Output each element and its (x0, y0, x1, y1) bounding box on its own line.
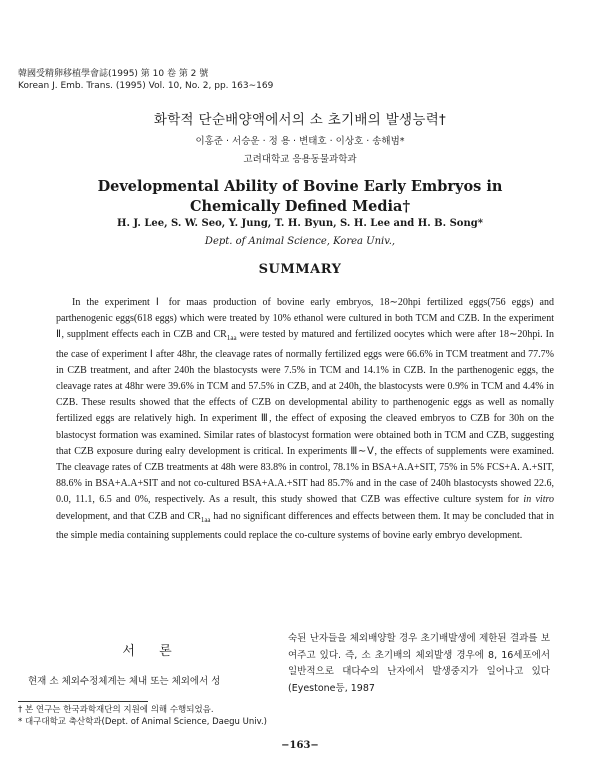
title-english-line1: Developmental Ability of Bovine Early Embryos in (97, 178, 503, 195)
title-english (0, 177, 600, 217)
intro-heading: 서 론 (122, 644, 182, 659)
subscript: 1aa (226, 334, 237, 343)
affiliation-english: Dept. of Animal Science, Korea Univ., (204, 236, 396, 247)
affiliation-korean: 고려대학교 응용동물과학과 (243, 154, 357, 165)
right-column (288, 631, 550, 697)
intro-text-left: 현재 소 체외수정체계는 체내 또는 체외에서 성 (28, 676, 221, 687)
footnote-funding: † 본 연구는 한국과학재단의 지원에 의해 수행되었음. (18, 705, 214, 715)
footnote-affiliation: * 대구대학교 축산학과(Dept. of Animal Science, Daegu Univ.) (18, 717, 267, 727)
italic-term: in vitro (523, 494, 555, 506)
footnote-divider (18, 701, 148, 702)
authors-english: H. J. Lee, S. W. Seo, Y. Jung, T. H. Byun, S. H. Lee and H. B. Song* (117, 218, 483, 229)
summary-paragraph (56, 295, 554, 544)
summary-text: had no significant differences and effects between them. It may be concluded that in the simple media containing supplements could replace the co-culture systems of bovine early embryo development. (56, 510, 555, 541)
summary-body (56, 295, 554, 544)
summary-text: were tested by matured and fertilized oocytes which were after 18∼20hpi. In the case of experiment Ⅰ after 48hr, the cleavage rates of normally fertilized eggs were 66.6% in TCM treatment and 77.7% in CZB treatment, and after 240h the blastocysts were 7.5% in TCM and 14.1% in CZB. In the parthenogenic eggs, the cleavage rates at 48hr were 39.6% in TCM and 57.5% in CZB, and at 240h, the blastocysts were 0.9% in TCM and 4.4% in CZB. These results showed that the effects of CZB on developmental ability to parthenogenic eggs as well as nomally fertilized eggs are relatively high. In experiment Ⅲ, the effect of exposing the cleaved embryos to CZB for 30h on the blastocyst formation was examined. Similar rates of blastocyst formation were obtained both in TCM and CZB, suggesting that CZB exposure during ealry development is critical. In experiments Ⅲ∼Ⅴ, the effects of supplements were examined. The cleavage rates of CZB treatments at 48h were 83.8% in control, 78.1% in BSA+A.A+SIT, 75% in 5% FCS+A. A.+SIT, 88.6% in BSA+A.A+SIT and not co-cultured BSA+A.A.+SIT had 85.7% and in the case of 240h blastocysts showed 22.6, 0.0, 11.1, 6.5 and 0%, respectively. As a result, this study showed that CZB was effective culture system for (56, 329, 555, 506)
footnotes (18, 704, 267, 728)
authors-korean: 이홍준 · 서승운 · 정 용 · 변태호 · 이상호 · 송해범* (195, 136, 405, 147)
journal-header (18, 68, 273, 92)
intro-text-right: 숙된 난자들을 체외배양할 경우 초기배발생에 제한된 결과를 보여주고 있다. 즉, 소 초기배의 체외발생 경우에 8, 16세포에서 일반적으로 대다수의 난자에서 발생중지가 일어나고 있다(Eyestone등, 1987 (288, 633, 550, 694)
page-number: −163− (281, 740, 319, 751)
title-english-line2: Chemically Defined Media† (189, 198, 411, 215)
journal-line-korean: 韓國受精卵移植學會誌(1995) 第 10 卷 第 2 號 (18, 69, 209, 79)
journal-line-english: Korean J. Emb. Trans. (1995) Vol. 10, No. 2, pp. 163∼169 (18, 81, 274, 91)
title-korean: 화학적 단순배양액에서의 소 초기배의 발생능력† (153, 112, 447, 128)
summary-text: development, and that CZB and CR (56, 510, 201, 522)
left-column (18, 640, 276, 690)
summary-text: ment effects each in CZB and CR (88, 329, 227, 341)
subscript: 1aa (200, 515, 211, 524)
summary-text: In the experiment Ⅰ for maas production of bovine early embryos, 18∼20hpi fertilized eggs(756 eggs) and parthenogenic eggs(618 eggs) which were treated by 10% ethanol were cultured in both TCM and CZB. In the experiment Ⅱ, suppl (56, 297, 554, 341)
summary-heading: SUMMARY (258, 262, 342, 277)
